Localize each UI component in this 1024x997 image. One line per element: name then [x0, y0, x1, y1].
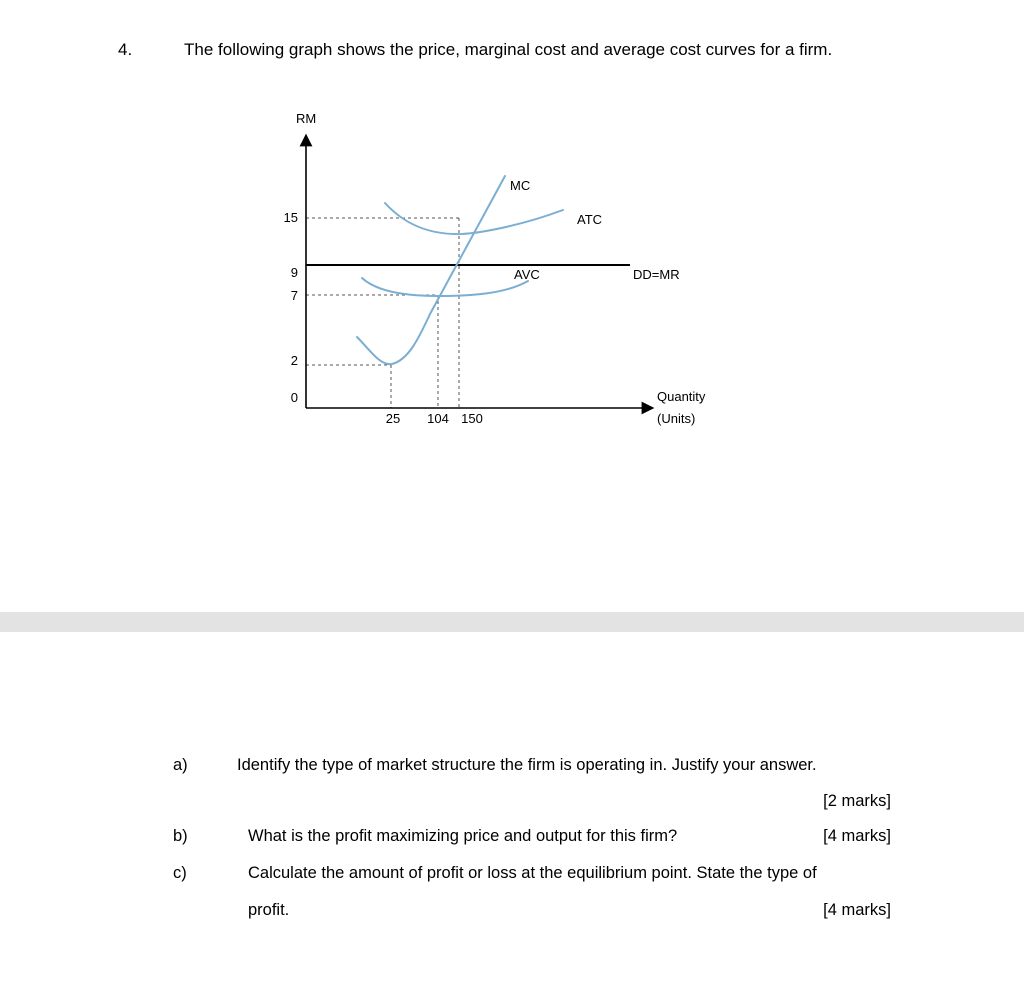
y-tick-15: 15	[283, 210, 298, 225]
atc-label: ATC	[577, 212, 603, 227]
part-b-text: What is the profit maximizing price and output for this firm?	[248, 827, 678, 845]
y-tick-2: 2	[290, 353, 298, 368]
part-a-marks: [2 marks]	[823, 792, 891, 810]
y-tick-7: 7	[290, 288, 298, 303]
x-axis-label: Quantity	[657, 389, 706, 404]
part-c-text: Calculate the amount of profit or loss at the equilibrium point. State the type of	[248, 864, 817, 882]
question-number: 4.	[118, 40, 133, 59]
part-a-text: Identify the type of market structure the firm is operating in. Justify your answer.	[237, 756, 817, 774]
mc-curve	[357, 176, 505, 364]
cost-curves-chart	[0, 100, 1024, 560]
x-tick-25: 25	[385, 411, 401, 426]
page-divider	[0, 612, 1024, 632]
part-b-label: b)	[173, 827, 188, 845]
part-b-marks: [4 marks]	[823, 827, 891, 845]
x-tick-104: 104	[427, 411, 449, 426]
atc-curve	[385, 203, 563, 234]
y-axis-label: RM	[296, 111, 317, 126]
part-a-label: a)	[173, 756, 188, 774]
y-tick-9: 9	[290, 265, 298, 280]
question-text: The following graph shows the price, marginal cost and average cost curves for a firm.	[184, 40, 833, 59]
dd-mr-label: DD=MR	[633, 267, 680, 282]
part-c-label: c)	[173, 864, 187, 882]
mc-label: MC	[510, 178, 531, 193]
part-c-text-continued: profit.	[248, 901, 290, 919]
part-c-marks: [4 marks]	[823, 901, 891, 919]
x-tick-150: 150	[461, 411, 483, 426]
y-tick-0: 0	[290, 390, 298, 405]
avc-label: AVC	[514, 267, 540, 282]
x-axis-units: (Units)	[657, 411, 696, 426]
